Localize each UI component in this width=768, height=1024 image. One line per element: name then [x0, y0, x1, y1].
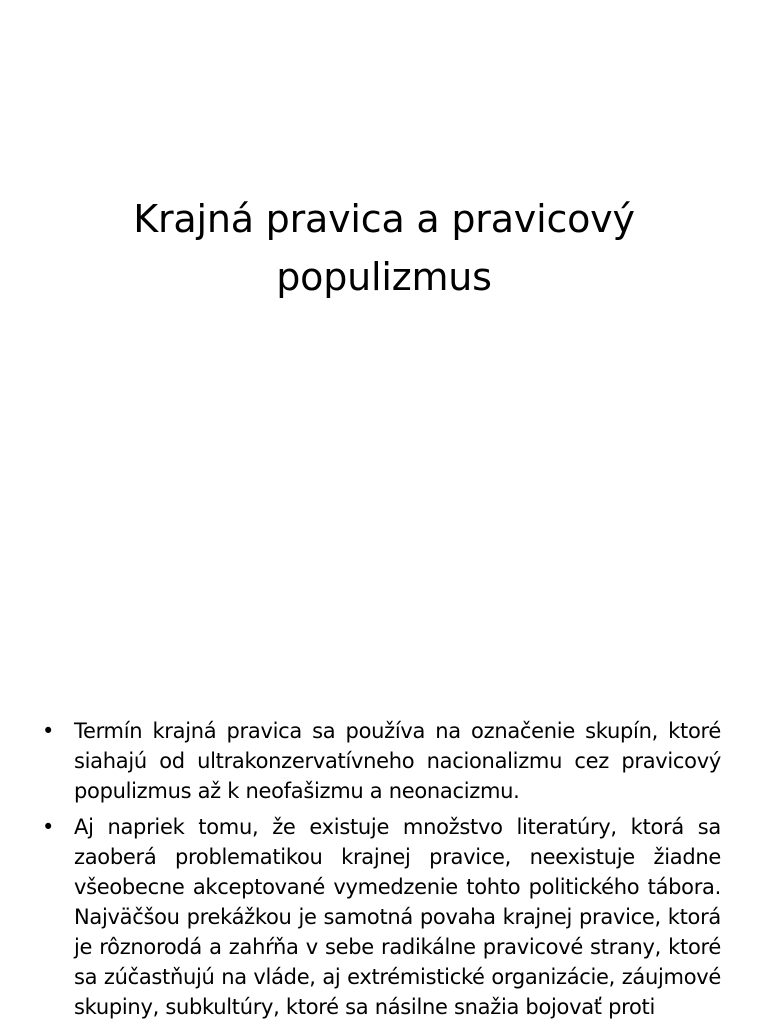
bullet-item-2 [42, 812, 721, 1022]
bullet-item-1 [42, 716, 721, 806]
slide-title-line-2: populizmus [276, 255, 492, 299]
bullet-dot-icon: • [42, 815, 55, 839]
bullet-text-2: Aj napriek tomu, že existuje množstvo literatúry, ktorá sa zaoberá problematikou krajnej pravice, neexistuje žiadne všeobecne akceptované vymedzenie tohto politického tábora. Najväčšou prekážkou je samotná povaha krajnej pravice, ktorá je rôznorodá a zahŕňa v sebe radikálne pravicové strany, ktoré sa zúčastňujú na vláde, aj extrémistické organizácie, záujmové skupiny, subkultúry, ktoré sa násilne snažia bojovať proti [74, 815, 721, 1019]
bullet-text-1: Termín krajná pravica sa používa na označenie skupín, ktoré siahajú od ultrakonzervatívneho nacionalizmu cez pravicový populizmus až k neofašizmu a neonacizmu. [74, 719, 721, 803]
bullet-list [42, 716, 721, 1024]
slide-title [40, 190, 728, 306]
bullet-dot-icon: • [42, 719, 55, 743]
slide-title-line-1: Krajná pravica a pravicový [133, 197, 635, 241]
